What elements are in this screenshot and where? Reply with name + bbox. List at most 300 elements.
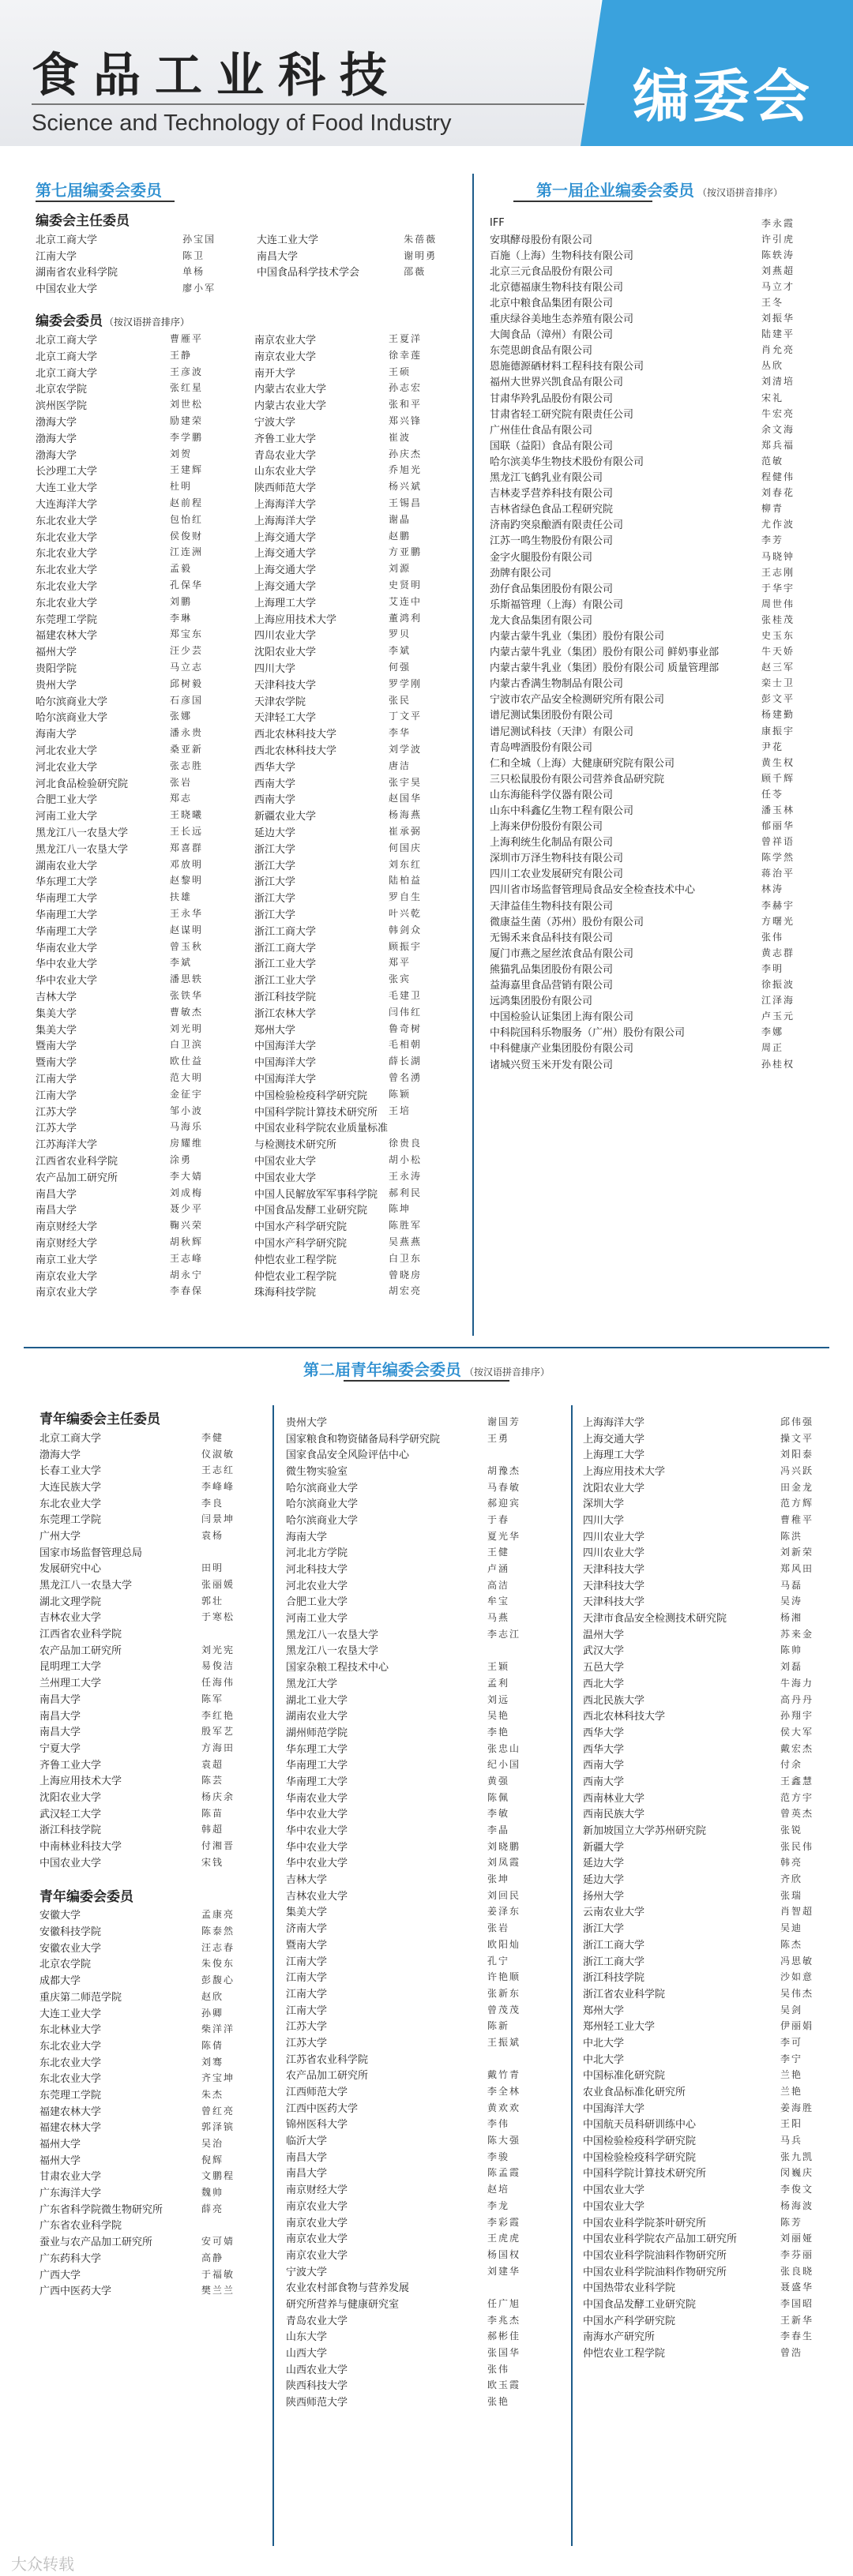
- organization: 重庆第二师范学院: [39, 1991, 122, 2004]
- organization: 沈阳农业大学: [583, 1482, 645, 1494]
- youth-member-row: [286, 1985, 547, 2001]
- organization: 华中农业大学: [286, 1841, 348, 1854]
- member-name: 吴燕燕: [389, 1236, 423, 1247]
- member-name: 李红艳: [201, 1709, 235, 1721]
- organization: 安徽农业大学: [39, 1942, 102, 1955]
- member-name: 杨庆余: [201, 1790, 235, 1802]
- youth-member-row: [286, 2360, 547, 2377]
- organization: 发展研究中心: [39, 1563, 102, 1576]
- organization: 湖北工业大学: [286, 1694, 348, 1707]
- member-name: 李斌: [389, 645, 411, 657]
- member-name: 邱树毅: [170, 677, 204, 689]
- committee-row: [36, 364, 474, 381]
- column-divider: [571, 1405, 573, 2546]
- member-name: 刘丽娅: [780, 2233, 814, 2244]
- organization: 谱尼测试集团股份有限公司: [490, 710, 614, 722]
- youth-member-row: [583, 2148, 844, 2165]
- member-name: 吴伟杰: [780, 1987, 814, 1999]
- youth-head-row: [39, 1674, 300, 1690]
- organization: 南昌大学: [39, 1693, 81, 1706]
- member-name: 叶兴乾: [389, 907, 423, 919]
- committee-list: [36, 331, 474, 1299]
- youth-member-row: [583, 2017, 844, 2034]
- youth-committee-header: [0, 1359, 853, 1382]
- member-name: 吴艳: [487, 1710, 510, 1722]
- youth-member-row: [583, 1609, 844, 1625]
- member-name: 丁文平: [389, 711, 423, 722]
- youth-member-row: [286, 2067, 547, 2083]
- committee-cell: [36, 447, 254, 462]
- member-name: 郑风田: [780, 1563, 814, 1575]
- committee-cell: [254, 463, 473, 478]
- enterprise-row: [490, 992, 829, 1008]
- member-name: 闫景坤: [201, 1513, 235, 1525]
- organization: 成都大学: [39, 1975, 81, 1988]
- organization: 内蒙古蒙牛乳业（集团）股份有限公司: [490, 630, 665, 643]
- member-name: 曾红亮: [201, 2105, 235, 2117]
- committee-row: [36, 495, 474, 512]
- committee-row: [36, 413, 474, 429]
- committee-cell: [254, 906, 473, 921]
- organization: 长沙理工大学: [36, 466, 98, 478]
- enterprise-row: [490, 801, 829, 817]
- member-name: 乔旭光: [389, 464, 423, 476]
- committee-row: [36, 1053, 474, 1070]
- member-name: 孙宝国: [182, 233, 216, 245]
- committee-cell: [254, 759, 473, 774]
- organization: 兰州理工大学: [39, 1678, 102, 1690]
- organization: 北京工商大学: [36, 367, 98, 380]
- youth-member-row: [286, 2263, 547, 2279]
- enterprise-row: [490, 532, 829, 548]
- organization: 新疆农业大学: [254, 811, 317, 823]
- member-name: 陈学然: [761, 852, 795, 864]
- committee-row: [36, 1021, 474, 1037]
- committee-cell: [36, 397, 254, 412]
- youth-member-row: [583, 2099, 844, 2116]
- organization: 浙江大学: [254, 860, 296, 872]
- organization: 南昌大学: [36, 1205, 77, 1217]
- youth-member-row: [39, 1971, 300, 1988]
- organization: 青岛农业大学: [254, 449, 317, 462]
- member-name: 陈大强: [487, 2135, 521, 2147]
- organization: 中国人民解放军军事科学院: [254, 1188, 378, 1201]
- member-name: 白卫东: [389, 1252, 423, 1264]
- committee-cell: [36, 332, 254, 347]
- committee-cell: [36, 955, 254, 970]
- member-name: 张艳: [487, 2396, 510, 2408]
- member-name: 谢明勇: [404, 249, 438, 261]
- member-name: 伊丽娟: [780, 2020, 814, 2032]
- organization: 中国农业大学: [36, 283, 98, 296]
- organization: 浙江农林大学: [254, 1007, 317, 1020]
- committee-row: [36, 528, 474, 545]
- organization: 甘肃农业大学: [39, 2171, 102, 2184]
- organization: 中国农业大学: [254, 1155, 317, 1168]
- section-note: （按汉语拼音排序）: [464, 1367, 550, 1378]
- board-title: 编委会: [632, 63, 813, 129]
- youth-member-row: [583, 2050, 844, 2067]
- organization: 仁和全城（上海）大健康研究院有限公司: [490, 757, 675, 770]
- committee-cell: [254, 414, 473, 429]
- organization: 哈尔滨商业大学: [286, 1498, 359, 1511]
- organization: 华东理工大学: [36, 876, 98, 889]
- committee-row: [36, 381, 474, 397]
- organization: 中国食品科学技术学会: [257, 267, 360, 279]
- member-name: 于寒松: [201, 1611, 235, 1623]
- organization: 集美大学: [286, 1907, 328, 1919]
- organization: 与检测技术研究所: [254, 1139, 337, 1152]
- youth-member-row: [286, 1772, 547, 1789]
- organization: 中国农业科学院油料作物研究所: [583, 2249, 727, 2262]
- organization: 黑龙江八一农垦大学: [36, 827, 129, 839]
- organization: 河南工业大学: [36, 811, 98, 823]
- member-name: 王阳: [780, 2118, 803, 2130]
- organization: 江苏海洋大学: [36, 1139, 98, 1152]
- member-name: 汪少芸: [170, 645, 204, 657]
- organization: 山西大学: [286, 2348, 328, 2360]
- organization: 中国海洋大学: [254, 1073, 317, 1086]
- committee-cell: [36, 529, 254, 544]
- youth-member-row: [286, 1674, 547, 1691]
- committee-row: [36, 741, 474, 758]
- organization: 西北民族大学: [583, 1694, 645, 1707]
- member-name: 石彦国: [170, 694, 204, 706]
- youth-member-row: [583, 2132, 844, 2148]
- youth-member-row: [583, 2328, 844, 2345]
- member-name: 张红星: [170, 382, 204, 394]
- enterprise-row: [490, 579, 829, 595]
- youth-head-row: [39, 1494, 300, 1511]
- organization: 中国科学院计算技术研究所: [583, 2168, 707, 2180]
- youth-member-row: [583, 1740, 844, 1757]
- member-name: 刘清培: [761, 376, 795, 388]
- member-name: 包怡红: [170, 513, 204, 525]
- organization: 农业食品标准化研究所: [583, 2087, 686, 2099]
- organization: 中北大学: [583, 2037, 625, 2049]
- enterprise-row: [490, 389, 829, 405]
- committee-row: [36, 1168, 474, 1185]
- member-name: 徐贵良: [389, 1138, 423, 1149]
- organization: 广西大学: [39, 2269, 81, 2282]
- youth-member-row: [583, 1805, 844, 1822]
- organization: 西华大学: [254, 761, 296, 774]
- organization: 浙江工业大学: [254, 975, 317, 988]
- member-name: 陈洪: [780, 1530, 803, 1542]
- organization: 中国水产科学研究院: [583, 2315, 676, 2327]
- enterprise-row: [490, 548, 829, 564]
- member-name: 齐欣: [780, 1873, 803, 1885]
- member-name: 冯思敏: [780, 1955, 814, 1967]
- organization: 贵州大学: [36, 679, 77, 692]
- organization: 华南农业大学: [286, 1792, 348, 1805]
- member-name: 王冬: [761, 297, 784, 309]
- organization: 西南民族大学: [583, 1809, 645, 1821]
- youth-members-list: [39, 1907, 300, 2299]
- committee-cell: [254, 1104, 473, 1119]
- enterprise-row: [490, 738, 829, 754]
- committee-row: [36, 347, 474, 364]
- organization: 四川大学: [254, 663, 296, 676]
- youth-member-row: [286, 1789, 547, 1805]
- member-name: 侯俊财: [170, 530, 204, 542]
- committee-cell: [254, 578, 473, 593]
- organization: 南昌大学: [286, 2151, 328, 2164]
- committee-title-text: 编委会委员: [36, 313, 103, 330]
- member-name: 曾名湧: [389, 1071, 423, 1083]
- member-name: 杨湘: [780, 1612, 803, 1624]
- committee-cell: [36, 1284, 254, 1299]
- youth-member-row: [286, 2148, 547, 2165]
- organization: 新加坡国立大学苏州研究院: [583, 1825, 707, 1838]
- organization: 南京农业大学: [286, 2217, 348, 2229]
- member-name: 苏来金: [780, 1628, 814, 1640]
- member-name: 肖智超: [780, 1906, 814, 1918]
- committee-cell: [36, 660, 254, 675]
- committee-cell: [36, 1054, 254, 1069]
- member-name: 李赫宇: [761, 899, 795, 911]
- committee-cell: [254, 1218, 473, 1233]
- member-name: 邓放明: [170, 858, 204, 870]
- committee-cell: [36, 1218, 254, 1233]
- member-name: 李宁: [780, 2053, 803, 2064]
- youth-member-row: [286, 2229, 547, 2246]
- member-name: 郁丽华: [761, 820, 795, 832]
- member-name: 刘燕超: [761, 264, 795, 276]
- organization: 农产品加工研究所: [39, 1644, 122, 1657]
- organization: 大连工业大学: [39, 2008, 102, 2020]
- committee-cell: [254, 430, 473, 445]
- member-name: 王鑫慧: [780, 1775, 814, 1787]
- organization: 渤海大学: [36, 449, 77, 462]
- committee-row: [36, 1217, 474, 1234]
- member-name: 王晓曦: [170, 809, 204, 821]
- enterprise-row: [490, 818, 829, 834]
- youth-member-row: [39, 2266, 300, 2282]
- enterprise-row: [490, 405, 829, 421]
- enterprise-row: [490, 707, 829, 722]
- organization: 农产品加工研究所: [36, 1172, 118, 1184]
- enterprise-row: [490, 595, 829, 611]
- member-name: 张宾: [389, 973, 411, 985]
- committee-cell: [36, 1202, 254, 1217]
- committee-cell: [36, 709, 254, 724]
- committee-cell: [254, 397, 473, 412]
- member-name: 刘阳泰: [780, 1449, 814, 1460]
- member-name: 邱伟强: [780, 1415, 814, 1427]
- member-name: 涂勇: [170, 1153, 193, 1165]
- organization: 中国农业科学院茶叶研究所: [583, 2217, 707, 2229]
- header: [0, 0, 853, 146]
- member-name: 刘建华: [487, 2265, 521, 2277]
- organization: 中国农业大学: [583, 2200, 645, 2213]
- organization: 百施（上海）生物科技有限公司: [490, 249, 634, 262]
- member-name: 马海乐: [170, 1121, 204, 1133]
- youth-member-row: [583, 1494, 844, 1511]
- member-name: 蒋治平: [761, 868, 795, 879]
- organization: 上海理工大学: [254, 597, 317, 609]
- member-name: 曾茂茂: [487, 2004, 521, 2015]
- organization: 延边大学: [254, 827, 296, 839]
- enterprise-row: [490, 294, 829, 309]
- committee-cell: [36, 1186, 254, 1201]
- member-name: 杨建勤: [761, 709, 795, 721]
- committee-cell: [254, 643, 473, 658]
- member-name: 彭馥心: [201, 1974, 235, 1986]
- organization: 湖南农业大学: [286, 1711, 348, 1723]
- organization: 黑龙江八一农垦大学: [39, 1580, 133, 1592]
- organization: 浙江大学: [254, 893, 296, 906]
- committee-cell: [254, 1169, 473, 1184]
- youth-member-row: [286, 2214, 547, 2230]
- organization: 集美大学: [36, 1024, 77, 1037]
- section-title: [490, 180, 829, 201]
- committee-cell: [36, 808, 254, 823]
- youth-member-row: [583, 1544, 844, 1561]
- member-name: 赵谋明: [170, 924, 204, 936]
- organization: 河北科技大学: [286, 1564, 348, 1577]
- member-name: 郑兵福: [761, 439, 795, 451]
- organization: 北京工商大学: [36, 234, 98, 246]
- committee-cell: [36, 1071, 254, 1086]
- member-name: 聂少平: [170, 1203, 204, 1215]
- organization: 深圳大学: [583, 1498, 625, 1511]
- member-name: 王志红: [201, 1464, 235, 1476]
- organization: 大连工业大学: [257, 234, 319, 246]
- member-name: 范大明: [170, 1071, 204, 1083]
- youth-member-row: [583, 1919, 844, 1936]
- committee-row: [36, 478, 474, 495]
- organization: 贵阳学院: [36, 663, 77, 676]
- member-name: 牛海力: [780, 1677, 814, 1689]
- member-name: 孙庆杰: [389, 448, 423, 459]
- committee-cell: [254, 348, 473, 363]
- organization: 江苏大学: [36, 1123, 77, 1135]
- enterprise-row: [490, 722, 829, 738]
- member-name: 汪志春: [201, 1941, 235, 1953]
- member-name: 付湘晋: [201, 1840, 235, 1852]
- organization: 浙江工商大学: [254, 925, 317, 938]
- organization: 华中农业大学: [36, 958, 98, 971]
- organization: 中国海洋大学: [583, 2102, 645, 2115]
- committee-cell: [36, 906, 254, 921]
- youth-head-row: [39, 1707, 300, 1723]
- youth-member-row: [583, 1560, 844, 1577]
- committee-cell: [36, 479, 254, 494]
- member-name: 廖小军: [182, 283, 216, 294]
- youth-member-row: [583, 1413, 844, 1430]
- member-name: 郭壮: [201, 1595, 224, 1607]
- youth-member-row: [286, 1854, 547, 1871]
- member-name: 于春: [487, 1513, 510, 1525]
- member-name: 李春保: [170, 1285, 204, 1297]
- organization: 郑州轻工业大学: [583, 2021, 656, 2034]
- committee-row: [36, 939, 474, 955]
- member-name: 韩剑众: [389, 924, 423, 936]
- member-name: 李兆杰: [487, 2314, 521, 2326]
- youth-head-row: [39, 1690, 300, 1707]
- organization: 仲恺农业工程学院: [583, 2348, 666, 2360]
- member-name: 郑兴锋: [389, 415, 423, 427]
- member-name: 李春生: [780, 2330, 814, 2342]
- member-name: 崔承弼: [389, 825, 423, 837]
- committee-cell: [254, 1087, 473, 1102]
- organization: 广州大学: [39, 1530, 81, 1543]
- committee-cell: [36, 775, 254, 790]
- column-divider: [472, 174, 474, 1336]
- youth-member-row: [583, 1462, 844, 1479]
- organization: 黑龙江飞鹤乳业有限公司: [490, 472, 603, 485]
- youth-member-row: [583, 1674, 844, 1691]
- committee-cell: [36, 463, 254, 478]
- youth-member-row: [286, 2278, 547, 2295]
- organization: 福建农林大学: [36, 630, 98, 643]
- enterprise-row: [490, 627, 829, 643]
- enterprise-row: [490, 485, 829, 501]
- enterprise-row: [490, 501, 829, 516]
- organization: 内蒙古蒙牛乳业（集团）股份有限公司 鲜奶事业部: [490, 647, 720, 659]
- organization: 东北农业大学: [39, 1498, 102, 1510]
- organization: 广东省农业科学院: [39, 2220, 122, 2233]
- member-name: 李伟: [487, 2118, 510, 2130]
- organization: 滨州医学院: [36, 400, 88, 413]
- member-name: 李华: [389, 727, 411, 739]
- organization: 内蒙古香满生物制品有限公司: [490, 678, 624, 691]
- youth-member-row: [39, 2184, 300, 2200]
- youth-member-row: [583, 1430, 844, 1446]
- member-name: 郑宝东: [170, 628, 204, 640]
- organization: 南海水产研究所: [583, 2331, 656, 2344]
- youth-col-2: [286, 1413, 547, 2409]
- member-name: 孔宁: [487, 1955, 510, 1967]
- youth-member-row: [583, 1870, 844, 1887]
- organization: 上海交通大学: [583, 1433, 645, 1445]
- enterprise-row: [490, 564, 829, 579]
- youth-head-row: [39, 1772, 300, 1788]
- member-name: 陈倩: [201, 2039, 224, 2051]
- member-name: 杨国权: [487, 2248, 521, 2260]
- organization: 南京财经大学: [36, 1237, 98, 1250]
- member-name: 鲁奇树: [389, 1022, 423, 1034]
- youth-heads-title: 青年编委会主任委员: [39, 1412, 160, 1427]
- youth-head-row: [39, 1576, 300, 1592]
- committee-row: [36, 1004, 474, 1021]
- committee-cell: [254, 693, 473, 708]
- organization: 福建农林大学: [39, 2105, 102, 2118]
- committee-cell: [254, 660, 473, 675]
- enterprise-row: [490, 611, 829, 627]
- member-name: 郝利民: [389, 1187, 423, 1198]
- organization: 上海海洋大学: [254, 499, 317, 512]
- member-name: 卢玉元: [761, 1011, 795, 1022]
- youth-member-row: [286, 1658, 547, 1674]
- committee-cell: [254, 890, 473, 905]
- committee-cell: [254, 1153, 473, 1168]
- organization: 浙江大学: [254, 909, 296, 921]
- committee-cell: [36, 791, 254, 806]
- organization: 江南大学: [286, 2004, 328, 2017]
- organization: 东北林业大学: [39, 2024, 102, 2037]
- enterprise-row: [490, 1024, 829, 1040]
- member-name: 王永华: [170, 907, 204, 919]
- youth-member-row: [583, 2083, 844, 2099]
- youth-head-row: [39, 1837, 300, 1854]
- youth-member-row: [39, 2200, 300, 2217]
- organization: 陕西师范大学: [254, 482, 317, 495]
- committee-row: [36, 1234, 474, 1251]
- youth-member-row: [583, 1577, 844, 1593]
- youth-member-row: [583, 2180, 844, 2197]
